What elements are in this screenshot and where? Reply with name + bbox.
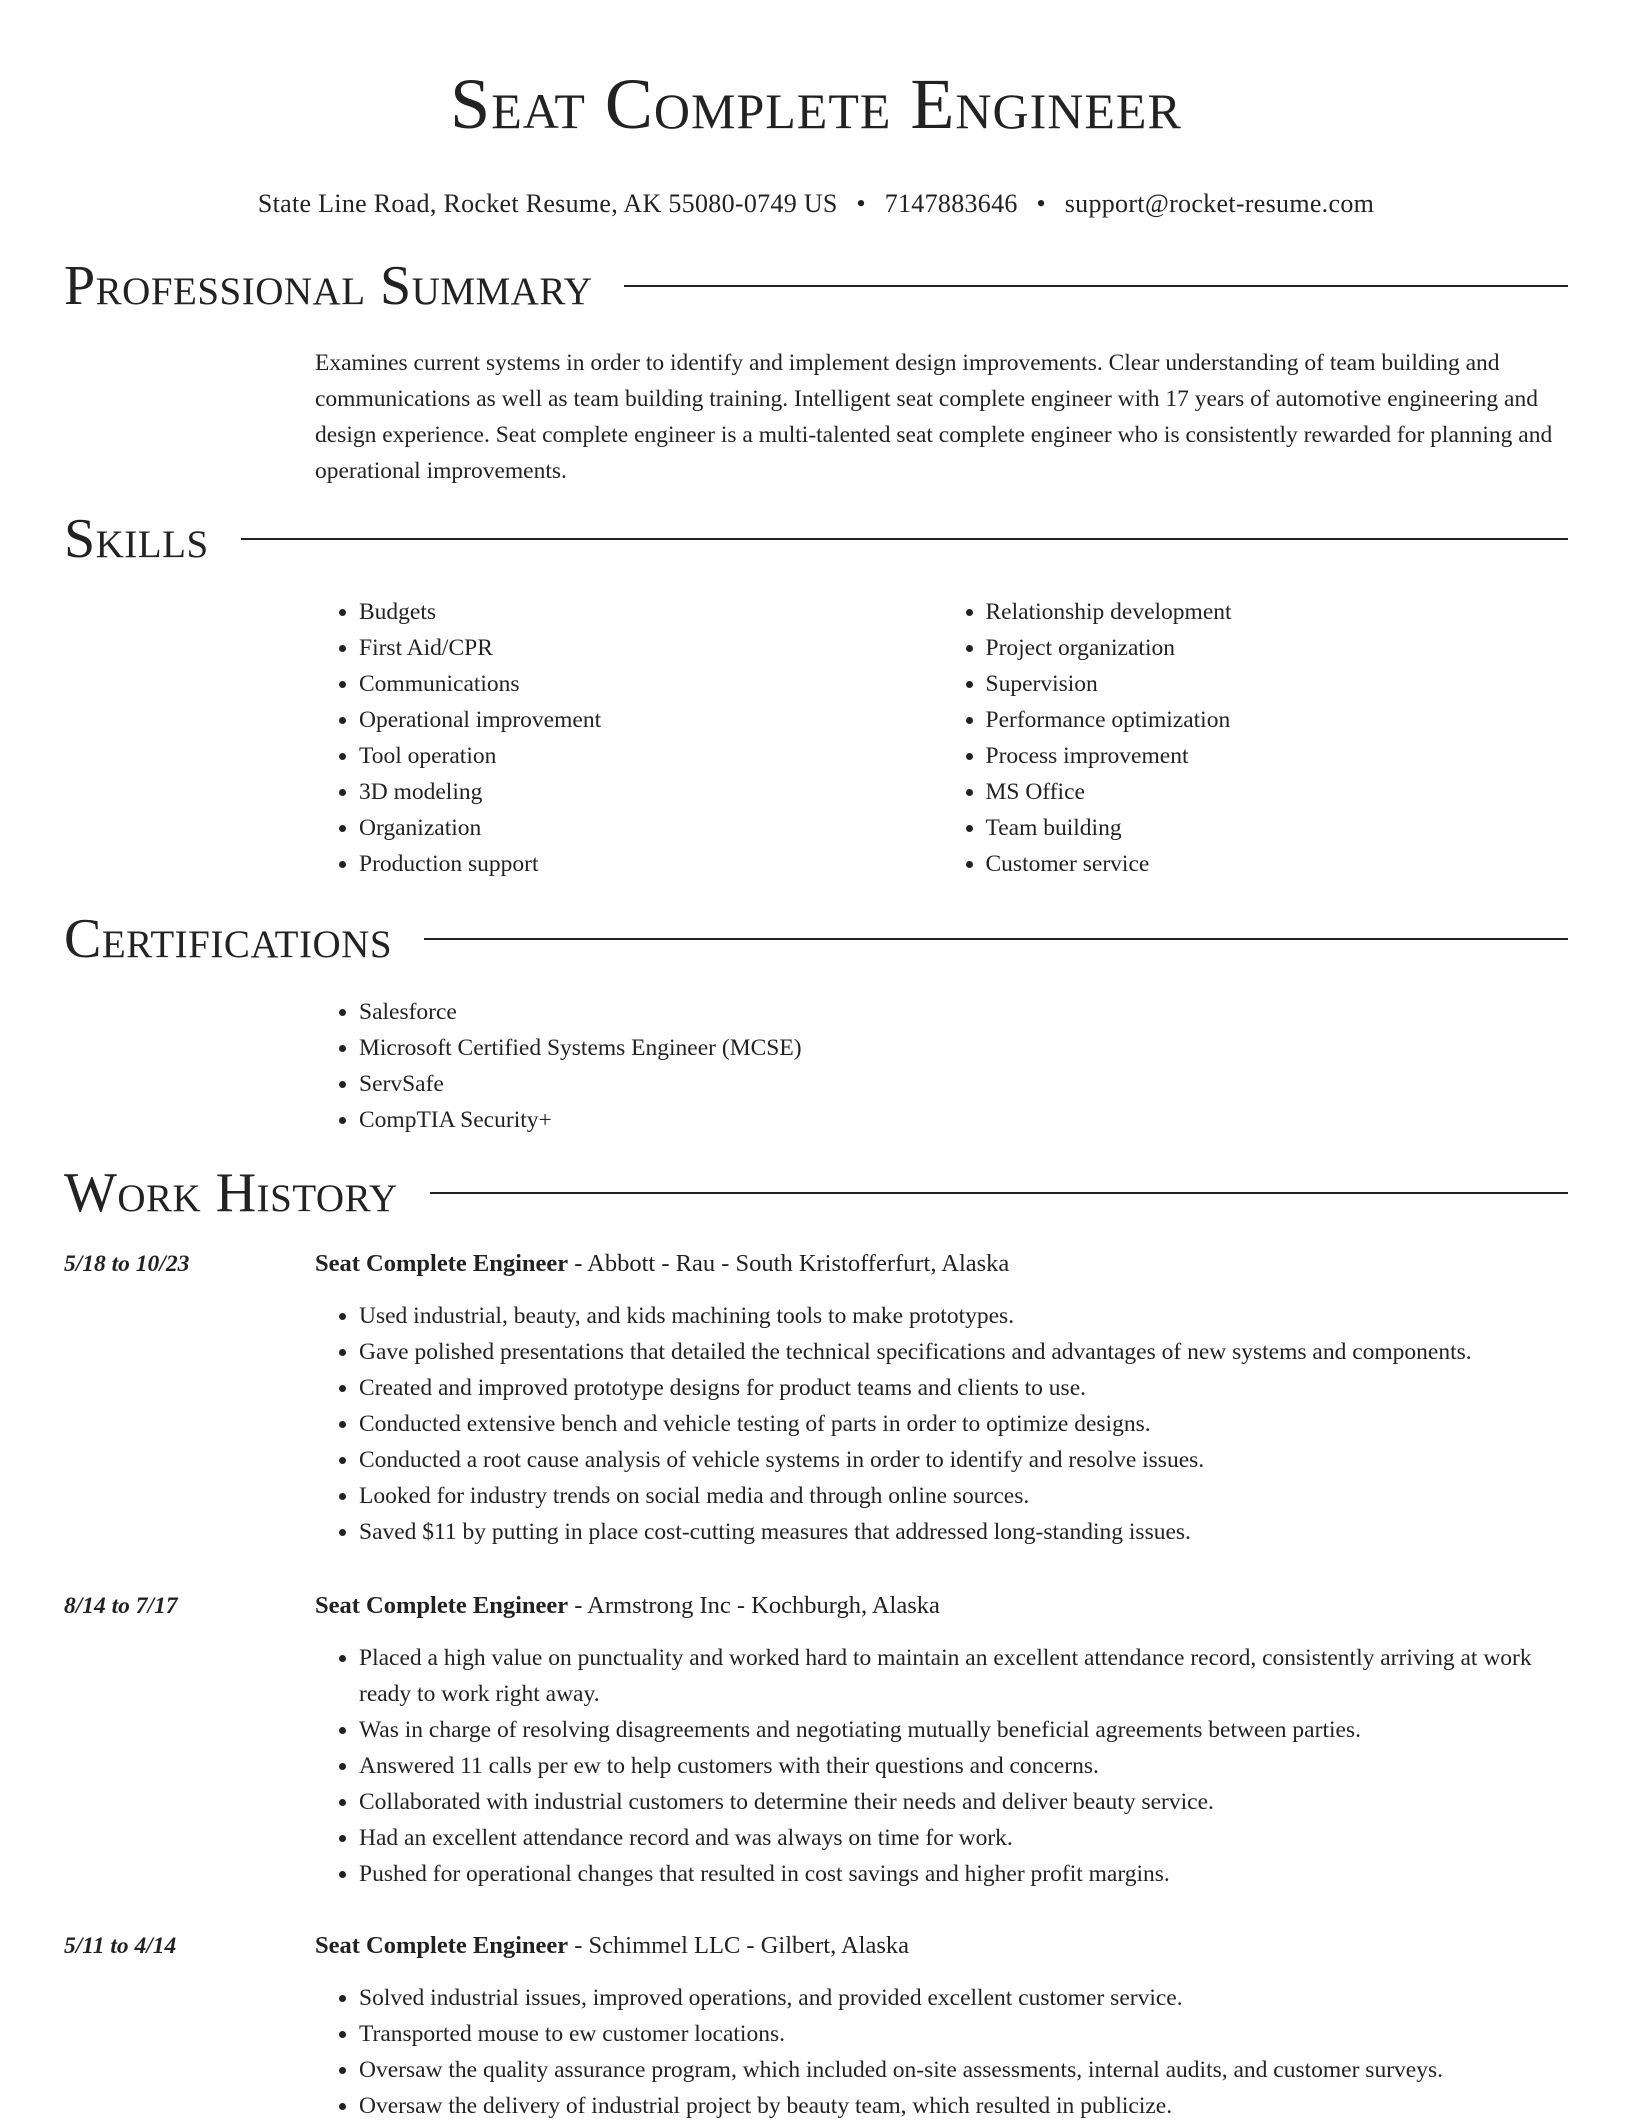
work-history-section xyxy=(64,1162,1568,2119)
job-bullet: • Oversaw the quality assurance program, which included on-site assessments, internal audits, and customer surveys. xyxy=(359,2052,1568,2088)
contact-separator: • xyxy=(1036,189,1046,218)
skill-item: • Budgets xyxy=(359,594,942,630)
job-role: Seat Complete Engineer xyxy=(315,1592,569,1619)
job-bullet: • Collaborated with industrial customers to determine their needs and deliver beauty service. xyxy=(359,1784,1568,1820)
job-bullet: • Pushed for operational changes that resulted in cost savings and higher profit margins. xyxy=(359,1856,1568,1892)
skill-item: • Organization xyxy=(359,810,942,846)
job-bullet: • Placed a high value on punctuality and worked hard to maintain an excellent attendance record, consistently arriving at work ready to work right away. xyxy=(359,1640,1568,1712)
skills-grid xyxy=(315,594,1568,882)
skill-item: • 3D modeling xyxy=(359,774,942,810)
certifications-content xyxy=(315,994,1568,1138)
certifications-list xyxy=(315,994,1568,1138)
section-divider xyxy=(624,285,1568,287)
section-header xyxy=(64,255,1568,317)
contact-address: State Line Road, Rocket Resume, AK 55080-0749 US xyxy=(257,189,838,218)
job-bullet: • Used industrial, beauty, and kids machining tools to make prototypes. xyxy=(359,1298,1568,1334)
skills-list-left xyxy=(315,594,942,882)
job-bullet: • Oversaw the delivery of industrial project by beauty team, which resulted in publicize. xyxy=(359,2088,1568,2124)
job-employer: - Schimmel LLC - Gilbert, Alaska xyxy=(568,1932,910,1959)
section-title-summary: Professional Summary xyxy=(64,255,593,317)
job-bullet: • Conducted extensive bench and vehicle testing of parts in order to optimize designs. xyxy=(359,1406,1568,1442)
skill-item: • Customer service xyxy=(986,846,1569,882)
job-bullet: • Had an excellent attendance record and was always on time for work. xyxy=(359,1820,1568,1856)
section-divider xyxy=(430,1192,1568,1194)
section-header xyxy=(64,908,1568,970)
skill-item: • MS Office xyxy=(986,774,1569,810)
certifications-section xyxy=(64,908,1568,1138)
certification-item: • CompTIA Security+ xyxy=(359,1102,1568,1138)
section-header xyxy=(64,1162,1568,1224)
summary-text: Examines current systems in order to identify and implement design improvements. Clear understanding of team building and communications as well as team building training. Intelligent seat complete engineer with 17 years of automotive engineering and design experience. Seat complete engineer is a multi-talented seat complete engineer who is consistently rewarded for planning and operational improvements. xyxy=(315,350,1553,484)
job-entry xyxy=(64,1588,1568,1892)
skill-item: • Relationship development xyxy=(986,594,1569,630)
job-bullet: • Solved industrial issues, improved operations, and provided excellent customer service. xyxy=(359,1980,1568,2016)
section-divider xyxy=(424,938,1568,940)
section-divider xyxy=(241,538,1568,540)
job-body xyxy=(315,1246,1568,1550)
job-role: Seat Complete Engineer xyxy=(315,1932,569,1959)
contact-line xyxy=(0,188,1632,220)
section-title-skills: Skills xyxy=(64,508,209,570)
job-bullets xyxy=(315,1980,1568,2124)
skill-item: • Operational improvement xyxy=(359,702,942,738)
job-bullet: • Transported mouse to ew customer locations. xyxy=(359,2016,1568,2052)
candidate-name: Seat Complete Engineer xyxy=(450,64,1182,144)
skills-section xyxy=(64,508,1568,882)
job-dates: 5/18 to 10/23 xyxy=(64,1251,190,1277)
job-heading xyxy=(315,1588,1568,1624)
skill-item: • First Aid/CPR xyxy=(359,630,942,666)
certification-item: • Microsoft Certified Systems Engineer (MCSE) xyxy=(359,1030,1568,1066)
resume-header xyxy=(0,60,1632,220)
job-bullet: • Was in charge of resolving disagreements and negotiating mutually beneficial agreements between parties. xyxy=(359,1712,1568,1748)
summary-section xyxy=(64,255,1568,489)
job-heading xyxy=(315,1246,1568,1282)
job-employer: - Armstrong Inc - Kochburgh, Alaska xyxy=(568,1592,940,1619)
contact-separator: • xyxy=(856,189,866,218)
job-bullet: • Conducted a root cause analysis of vehicle systems in order to identify and resolve issues. xyxy=(359,1442,1568,1478)
job-bullet: • Created and improved prototype designs for product teams and clients to use. xyxy=(359,1370,1568,1406)
skill-item: • Communications xyxy=(359,666,942,702)
job-body xyxy=(315,1588,1568,1892)
certification-item: • ServSafe xyxy=(359,1066,1568,1102)
skill-item: • Performance optimization xyxy=(986,702,1569,738)
section-header xyxy=(64,508,1568,570)
skill-item: • Project organization xyxy=(986,630,1569,666)
section-title-certifications: Certifications xyxy=(64,908,393,970)
job-entry xyxy=(64,1928,1568,2124)
job-bullets xyxy=(315,1298,1568,1550)
job-bullet: • Looked for industry trends on social media and through online sources. xyxy=(359,1478,1568,1514)
contact-email: support@rocket-resume.com xyxy=(1064,189,1375,218)
skill-item: • Production support xyxy=(359,846,942,882)
job-body xyxy=(315,1928,1568,2124)
job-bullet: • Saved $11 by putting in place cost-cutting measures that addressed long-standing issues. xyxy=(359,1514,1568,1550)
job-bullet: • Gave polished presentations that detailed the technical specifications and advantages of new systems and components. xyxy=(359,1334,1568,1370)
skills-list-right xyxy=(942,594,1569,882)
job-bullet: • Answered 11 calls per ew to help customers with their questions and concerns. xyxy=(359,1748,1568,1784)
skill-item: • Team building xyxy=(986,810,1569,846)
job-bullets xyxy=(315,1640,1568,1892)
skill-item: • Tool operation xyxy=(359,738,942,774)
skill-item: • Supervision xyxy=(986,666,1569,702)
contact-phone: 7147883646 xyxy=(884,189,1018,218)
skill-item: • Process improvement xyxy=(986,738,1569,774)
job-employer: - Abbott - Rau - South Kristofferfurt, Alaska xyxy=(568,1250,1010,1277)
section-title-work-history: Work History xyxy=(64,1162,398,1224)
certification-item: • Salesforce xyxy=(359,994,1568,1030)
job-heading xyxy=(315,1928,1568,1964)
job-role: Seat Complete Engineer xyxy=(315,1250,569,1277)
job-dates: 8/14 to 7/17 xyxy=(64,1593,178,1619)
job-dates: 5/11 to 4/14 xyxy=(64,1933,177,1959)
job-entry xyxy=(64,1246,1568,1550)
